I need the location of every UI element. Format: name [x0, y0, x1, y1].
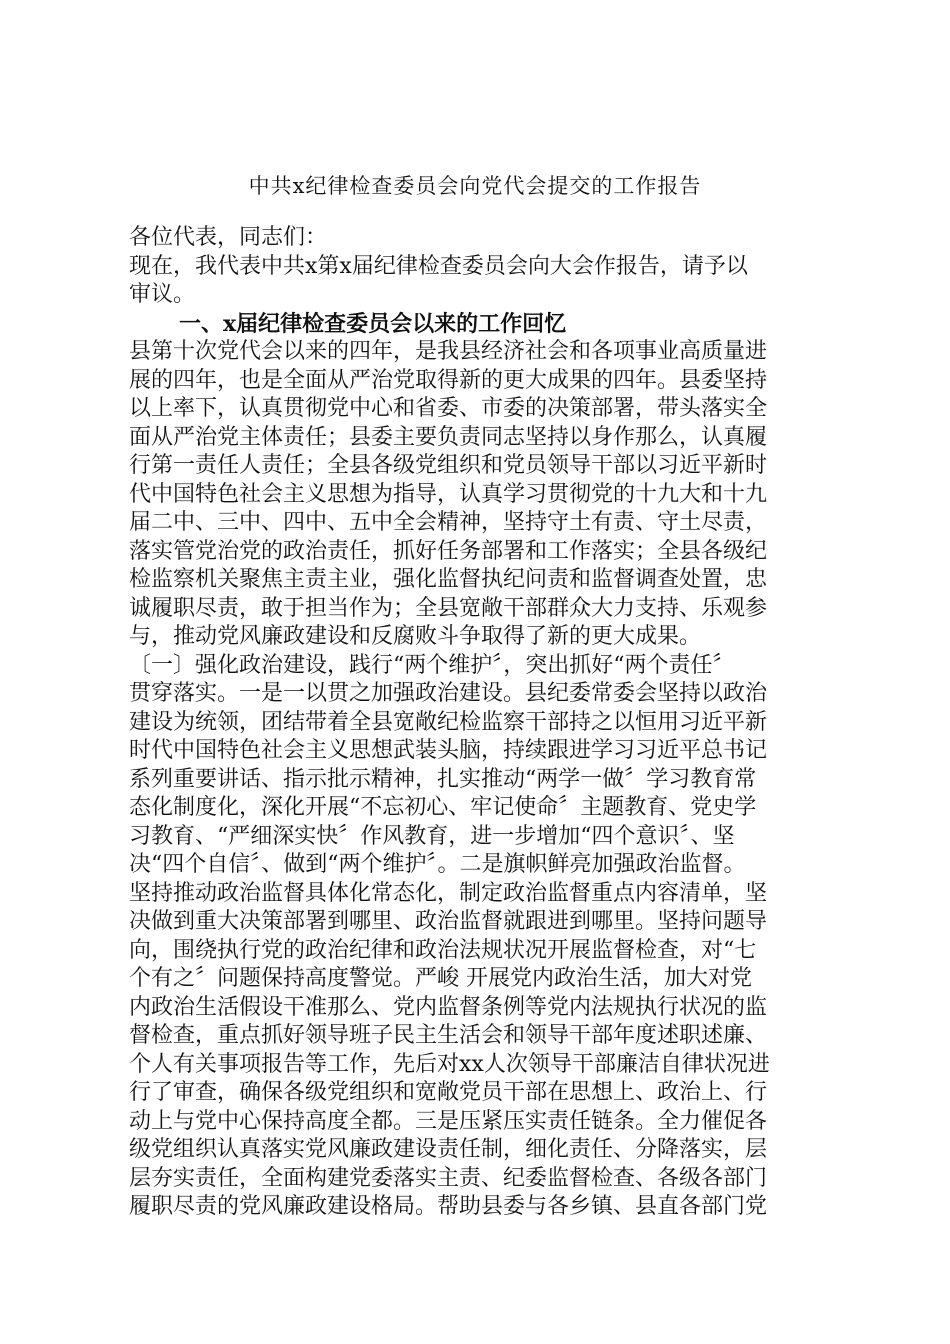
- text-line: 态化制度化，深化开展“不忘初心、牢记使命〞主题教育、党史学: [129, 795, 757, 820]
- text-line: 与，推动党风廉政建设和反腐败斗争取得了新的更大成果。: [129, 624, 702, 649]
- text-line: 层夯实责任，全面构建党委落实主责、纪委监督检查、各级各部门: [129, 1165, 768, 1191]
- text-line: 现在，我代表中共x第x届纪律检查委员会向大会作报告，请予以: [129, 253, 748, 279]
- text-line: 行第一责任人责任；全县各级党组织和党员领导干部以习近平新时: [129, 453, 768, 478]
- text-line: 内政治生活假设干准那么、党内监督条例等党内法规执行状况的监: [129, 994, 768, 1020]
- text-line: 系列重要讲话、指示批示精神，扎实推动“两学一做〞学习教育常: [129, 766, 757, 792]
- text-line: 决“四个自信〞、做到“两个维护〞。二是旗帜鲜亮加强政治监督。: [129, 852, 746, 877]
- text-line: 代中国特色社会主义思想为指导，认真学习贯彻党的十九大和十九: [129, 481, 768, 507]
- text-line: 审议。: [129, 282, 196, 307]
- text-line: 展的四年，也是全面从严治党取得新的更大成果的四年。县委坚持: [129, 367, 768, 393]
- text-line: 以上率下，认真贯彻党中心和省委、市委的决策部署，带头落实全: [129, 396, 768, 421]
- text-line: 贯穿落实。一是一以贯之加强政治建设。县纪委常委会坚持以政治: [129, 681, 768, 706]
- paragraph-2: [129, 652, 849, 1222]
- text-line: 〔一〕强化政治建设，践行“两个维护〞，突出抓好“两个责任〞: [129, 652, 735, 678]
- text-line: 诚履职尽责，敢于担当作为；全县宽敞干部群众大力支持、乐观参: [129, 595, 768, 621]
- intro-paragraph: [129, 253, 849, 310]
- text-line: 动上与党中心保持高度全都。三是压紧压实责任链条。全力催促各: [129, 1108, 768, 1134]
- text-line: 坚持推动政治监督具体化常态化，制定政治监督重点内容清单，坚: [129, 880, 768, 906]
- text-line: 级党组织认真落实党风廉政建设责任制，细化责任、分降落实，层: [129, 1137, 768, 1162]
- section-heading: 一、x届纪律检查委员会以来的工作回忆: [179, 310, 567, 337]
- text-line: 行了审查，确保各级党组织和宽敞党员干部在思想上、政治上、行: [129, 1080, 768, 1105]
- text-line: 习教育、“严细深实快〞作风教育，进一步增加“四个意识〞、坚: [129, 823, 735, 849]
- salutation: 各位代表，同志们：: [129, 225, 328, 250]
- text-line: 向，围绕执行党的政治纪律和政治法规状况开展监督检查，对“七: [129, 937, 757, 963]
- text-line: 个有之〞问题保持高度警觉。严峻 开展党内政治生活，加大对党: [129, 966, 752, 991]
- text-line: 落实管党治党的政治责任，抓好任务部署和工作落实；全县各级纪: [129, 538, 768, 564]
- text-line: 履职尽责的党风廉政建设格局。帮助县委与各乡镇、县直各部门党: [129, 1194, 768, 1219]
- document-title: 中共x纪律检查委员会向党代会提交的工作报告: [248, 174, 702, 198]
- text-line: 督检查，重点抓好领导班子民主生活会和领导干部年度述职述廉、: [129, 1023, 768, 1048]
- text-line: 检监察机关聚焦主责主业，强化监督执纪问责和监督调查处置，忠: [129, 567, 768, 592]
- text-line: 面从严治党主体责任；县委主要负责同志坚持以身作那么，认真履: [129, 424, 768, 450]
- text-line: 个人有关事项报告等工作，先后对xx人次领导干部廉洁自律状况进: [129, 1051, 770, 1077]
- document-body: [129, 224, 849, 1222]
- text-line: 县第十次党代会以来的四年，是我县经济社会和各项事业高质量进: [129, 339, 768, 364]
- paragraph-1: [129, 338, 849, 652]
- text-line: 时代中国特色社会主义思想武装头脑，持续跟进学习习近平总书记: [129, 738, 768, 763]
- text-line: 决做到重大决策部署到哪里、政治监督就跟进到哪里。坚持问题导: [129, 909, 768, 934]
- text-line: 届二中、三中、四中、五中全会精神，坚持守土有责、守土尽责，: [129, 510, 768, 535]
- text-line: 建设为统领，团结带着全县宽敞纪检监察干部持之以恒用习近平新: [129, 709, 768, 735]
